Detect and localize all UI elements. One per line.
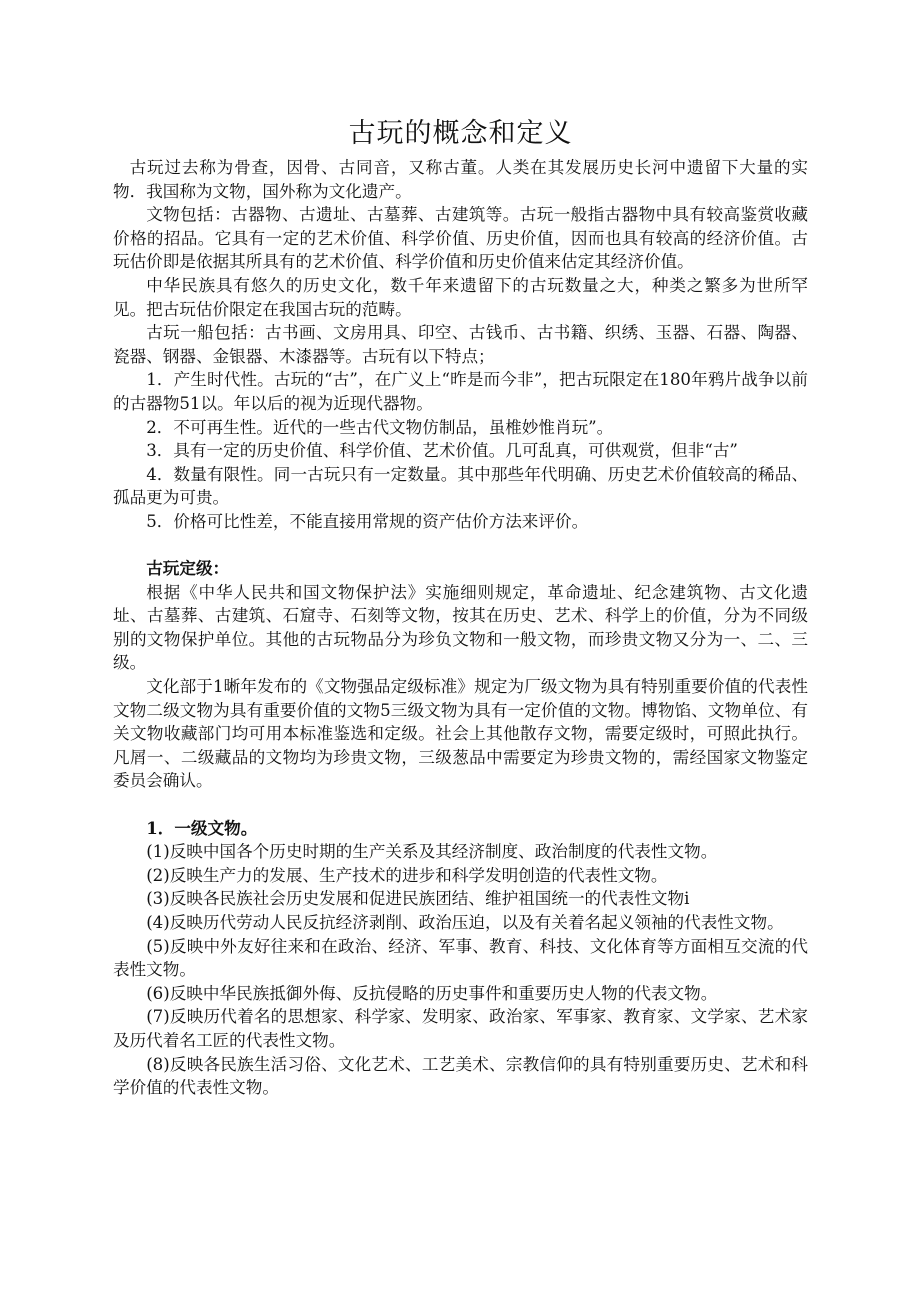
intro-paragraph-2: 文物包括：古器物、古遗址、古墓葬、古建筑等。古玩一般指古器物中具有较高鉴赏收藏价格的招品。它具有一定的艺术价值、科学价值、历史价值，因而也具有较高的经济价值。古玩估价即是依据其所具有的艺术价值、科学价值和历史价值来估定其经济价值。	[113, 205, 808, 272]
level1-heading: 1．一级文物。	[146, 817, 258, 838]
feature-item-2: 2．不可再生性。近代的一些古代文物仿制品，虽椎妙惟肖玩”。	[146, 417, 614, 437]
level1-item-4: (4)反映历代劳动人民反抗经济剥削、政治压迫，以及有关着名起义领袖的代表性文物。	[146, 913, 784, 932]
level1-item-7: (7)反映历代着名的思想家、科学家、发明家、政治家、军事家、教育家、文学家、艺术家及历代着名工匠的代表性文物。	[113, 1007, 808, 1050]
feature-item-1: 1．产生时代性。古玩的“古”，在广义上“昨是而今非”，把古玩限定在180年鸦片战争以前的古器物51以。年以后的视为近现代器物。	[113, 370, 808, 413]
page-title: 古玩的概念和定义	[348, 118, 573, 149]
level1-item-3: (3)反映各民族社会历史发展和促进民族团结、维护祖国统一的代表性文物i	[146, 889, 690, 909]
intro-paragraph-1: 古玩过去称为骨查，因骨、古同音，又称古董。人类在其发展历史长河中遗留下大量的实物．我国称为文物，国外称为文化遗产。	[113, 158, 808, 201]
document-page	[113, 116, 808, 1100]
spacer	[113, 793, 808, 817]
level1-item-1: (1)反映中国各个历史时期的生产关系及其经济制度、政治制度的代表性文物。	[146, 842, 718, 862]
grading-paragraph-1: 根据《中华人民共和国文物保护法》实施细则规定，革命遗址、纪念建筑物、古文化遗址、古墓葬、古建筑、石窟寺、石刻等文物，按其在历史、艺术、科学上的价值，分为不同级别的文物保护单位。其他的古玩物品分为珍负文物和一般文物，而珍贵文物又分为一、二、三级。	[113, 582, 808, 673]
level1-item-8: (8)反映各民族生活习俗、文化艺术、工艺美术、宗教信仰的具有特别重要历史、艺术和科学价值的代表性文物。	[113, 1054, 808, 1098]
feature-item-5: 5．价格可比性差，不能直接用常规的资产估价方法来评价。	[146, 511, 589, 531]
level1-item-2: (2)反映生产力的发展、生产技术的进步和科学发明创造的代表性文物。	[146, 865, 668, 885]
feature-item-3: 3．具有一定的历史价值、科学价值、艺术价值。几可乱真，可供观赏，但非“古”	[146, 441, 738, 461]
intro-paragraph-4: 古玩一船包括：古书画、文房用具、印空、古钱币、古书籍、织绣、玉器、石器、陶器、瓷器、钢器、金银器、木漆器等。古玩有以下特点；	[113, 323, 808, 366]
feature-item-4: 4．数量有限性。同一古玩只有一定数量。其中那些年代明确、历史艺术价值较高的稀品、孤品更为可贵。	[113, 464, 808, 508]
level1-item-6: (6)反映中华民族抵御外侮、反抗侵略的历史事件和重要历史人物的代表文物。	[146, 983, 718, 1003]
grading-heading: 古玩定级：	[146, 558, 230, 579]
intro-paragraph-3: 中华民族具有悠久的历史文化，数千年来遗留下的古玩数量之大，种类之繁多为世所罕见。把古玩估价限定在我国古玩的范畴。	[113, 275, 808, 319]
spacer	[113, 534, 808, 558]
grading-paragraph-2: 文化部于1晰年发布的《文物强品定级标准》规定为厂级文物为具有特别重要价值的代表性文物二级文物为具有重要价值的文物5三级文物为具有一定价值的文物。博物馅、文物单位、有关文物收藏部门均可用本标准鉴选和定级。社会上其他散存文物，需要定级时，可照此执行。凡屑一、二级藏品的文物均为珍贵文物，三级葱品中需要定为珍贵文物的，需经国家文物鉴定委员会确认。	[113, 677, 808, 791]
level1-item-5: (5)反映中外友好往来和在政治、经济、军事、教育、科技、文化体育等方面相互交流的代表性文物。	[113, 936, 808, 980]
